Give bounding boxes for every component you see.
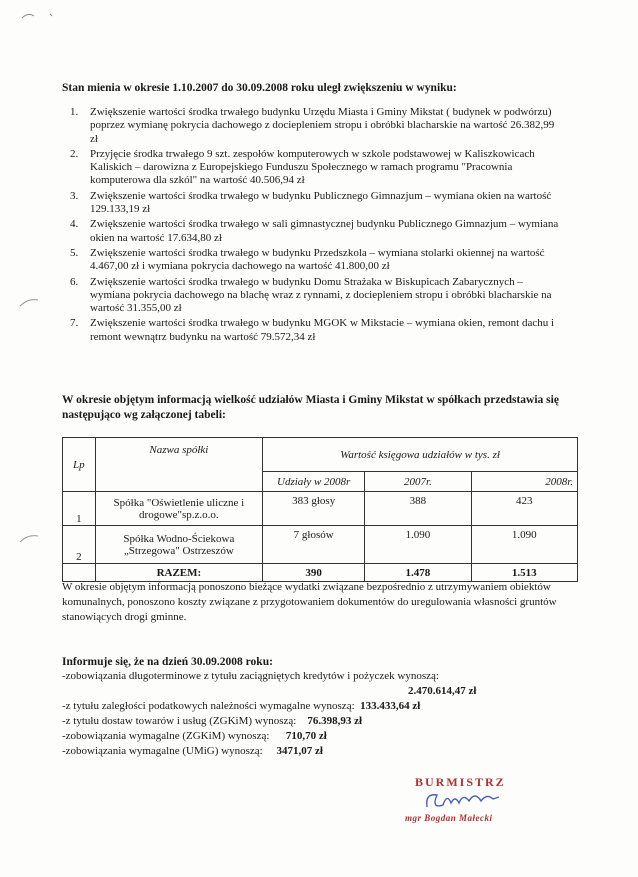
signature-title: BURMISTRZ — [415, 775, 506, 789]
subheader-shares: Udziały w 2008r — [263, 472, 365, 492]
liability-line-4: -zobowiązania wymagalne (ZGKiM) wynoszą: 710,70 zł — [62, 730, 327, 742]
liability-amount-1: 2.470.614,47 zł — [408, 685, 477, 697]
margin-mark-left-1 — [18, 298, 40, 308]
table-row: 2 Spółka Wodno-Ściekowa „Strzegowa" Ostrzeszów 7 głosów 1.090 1.090 — [63, 526, 578, 564]
liability-line-1: -zobowiązania długoterminowe z tytułu zaciągniętych kredytów i pożyczek wynoszą: — [62, 670, 439, 682]
info-heading: Informuje się, że na dzień 30.09.2008 roku: — [62, 656, 273, 668]
handwritten-signature-icon — [423, 785, 513, 815]
list-item: 6. Zwiększenie wartości środka trwałego w budynku Domu Strażaka w Biskupicach Zabarycznych – wymiana pokrycia dachowego na blachę wraz z rynnami, z dociepleniem stropu i obróbki blacharskie na wartość 31.355,00 zł — [70, 275, 552, 315]
liability-line-3: -z tytułu dostaw towarów i usług (ZGKiM) wynoszą: 76.398,93 zł — [62, 715, 363, 727]
asset-increase-list — [70, 106, 560, 346]
shares-table — [62, 437, 578, 582]
table-row: 1 Spółka "Oświetlenie uliczne i drogowe"sp.z.o.o. 383 głosy 388 423 — [63, 492, 578, 526]
margin-mark-top — [20, 8, 60, 22]
section-heading-shares: W okresie objętym informacją wielkość udziałów Miasta i Gminy Mikstat w spółkach przedstawia się następująco wg załączonej tabeli: — [62, 394, 559, 421]
expenses-paragraph: W okresie objętym informacją ponoszono bieżące wydatki związane bezpośrednio z utrzymywaniem obiektów komunalnych, ponoszono koszty związane z przygotowaniem dokumentów do uregulowania własności gruntów stanowiących drogi gminne. — [62, 581, 557, 623]
list-item: 5. Zwiększenie wartości środka trwałego w budynku Przedszkola – wymiana stolarki okiennej na wartość 4.467,00 zł i wymiana pokrycia dachowego na wartość 41.800,00 zł — [70, 246, 545, 273]
liability-line-2: -z tytułu zaległości podatkowych należności wymagalne wynoszą: 133.433,64 zł — [62, 700, 421, 712]
subheader-2007: 2007r. — [365, 472, 471, 492]
list-item: 2. Przyjęcie środka trwałego 9 szt. zespołów komputerowych w szkole podstawowej w Kaliszkowicach Kaliskich – darowizna z Europejskiego Funduszu Społecznego w ramach programu "Pracownia komputerowa dla szkól" na wartość 40.506,94 zł — [70, 147, 535, 187]
list-item: 7. Zwiększenie wartości środka trwałego w budynku MGOK w Mikstacie – wymiana okien, remont dachu i remont wewnątrz budynku na wartość 79.572,34 zł — [70, 317, 555, 343]
liability-line-5: -zobowiązania wymagalne (UMiG) wynoszą: 3471,07 zł — [62, 745, 323, 757]
signature-name: mgr Bogdan Małecki — [405, 813, 493, 823]
table-total-row: RAZEM: 390 1.478 1.513 — [63, 564, 578, 582]
col-header-value: Wartość księgowa udziałów w tys. zł — [263, 438, 578, 472]
liabilities-list — [62, 669, 582, 759]
col-header-lp: Lp — [63, 438, 96, 492]
subheader-2008: 2008r. — [471, 472, 577, 492]
mayor-signature — [405, 775, 545, 835]
margin-mark-left-2 — [18, 534, 40, 544]
list-item: 3. Zwiększenie wartości środka trwałego w budynku Publicznego Gimnazjum – wymiana okien na wartość 129.133,19 zł — [70, 189, 552, 216]
list-item: 1. Zwiększenie wartości środka trwałego budynku Urzędu Miasta i Gminy Mikstat ( budynek w podwórzu) poprzez wymianę pokrycia dachowego z dociepleniem stropu i obróbki blacharskie na wartość 26.382,99 zł — [70, 106, 555, 145]
col-header-name: Nazwa spółki — [95, 438, 262, 492]
section-heading-assets: Stan mienia w okresie 1.10.2007 do 30.09.2008 roku uległ zwiększeniu w wyniku: — [62, 82, 457, 94]
list-item: 4. Zwiększenie wartości środka trwałego w sali gimnastycznej budynku Publicznego Gimnazjum – wymiana okien na wartość 17.634,80 zł — [70, 218, 559, 244]
